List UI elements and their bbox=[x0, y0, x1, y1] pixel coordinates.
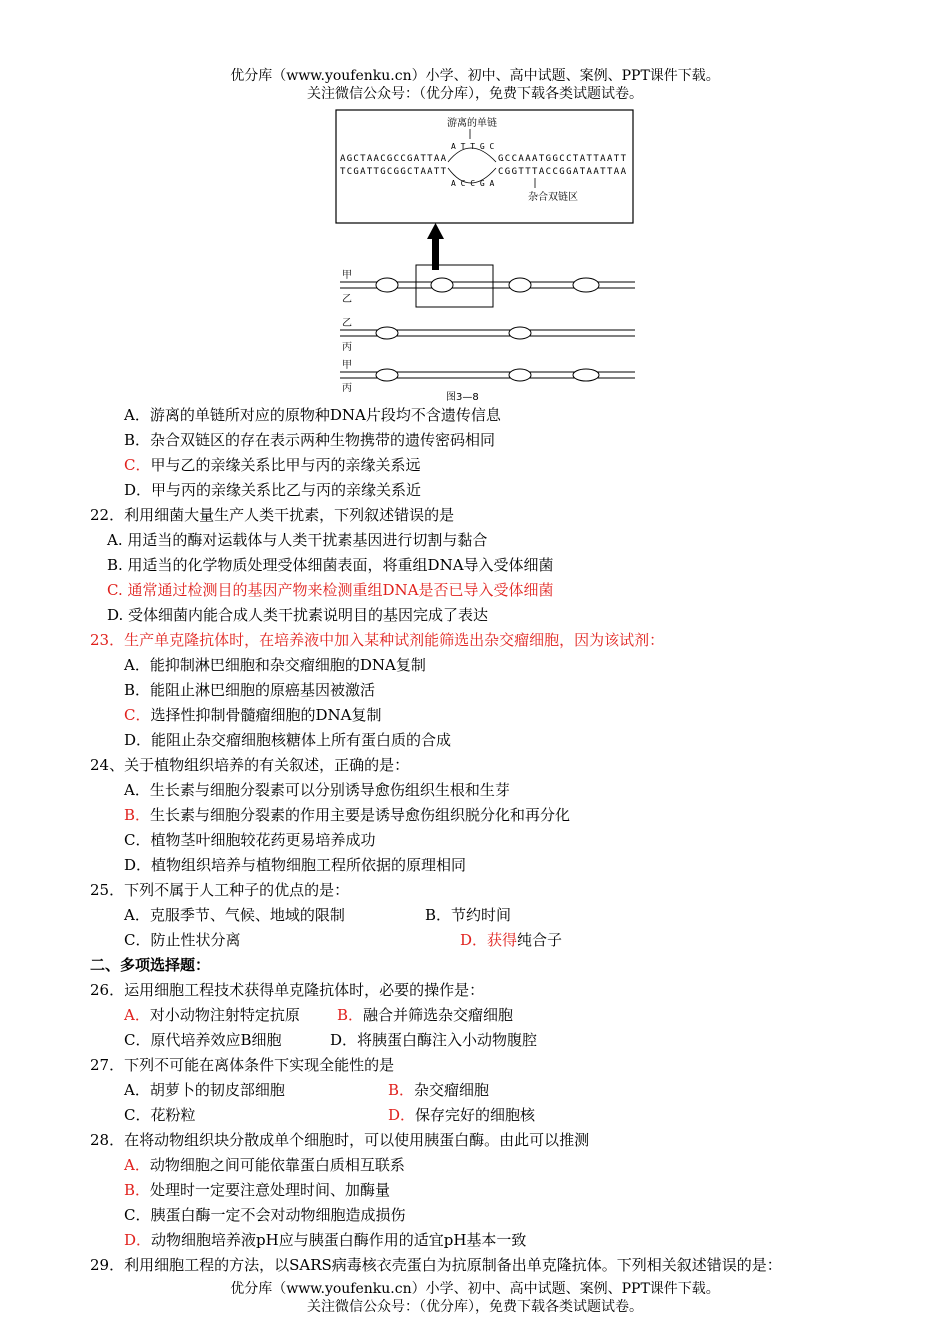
q28-option-c: C．胰蛋白酶一定不会对动物细胞造成损伤 bbox=[124, 1206, 406, 1224]
q24-option-a: A．生长素与细胞分裂素可以分别诱导愈伤组织生根和生芽 bbox=[124, 781, 510, 799]
label-hybrid: 杂合双链区 bbox=[528, 192, 578, 203]
q26-option-c: C．原代培养效应B细胞 bbox=[124, 1031, 282, 1049]
dna-hybridization-figure bbox=[330, 106, 642, 402]
q25-option-a: A．克服季节、气候、地域的限制 bbox=[124, 906, 345, 924]
top-strand-right: GCCAAATGGCCTATTAATT bbox=[498, 154, 626, 164]
q22-option-d: D. 受体细菌内能合成人类干扰素说明目的基因完成了表达 bbox=[107, 606, 489, 624]
q23-option-c: C．选择性抑制骨髓瘤细胞的DNA复制 bbox=[124, 706, 382, 724]
q28-stem: 28．在将动物组织块分散成单个细胞时，可以使用胰蛋白酶。由此可以推测 bbox=[90, 1131, 590, 1149]
q24-option-d: D．植物组织培养与植物细胞工程所依据的原理相同 bbox=[124, 856, 467, 874]
q26-option-d: D．将胰蛋白酶注入小动物腹腔 bbox=[330, 1031, 538, 1049]
bottom-strand-right: CGGTTTACCGGATAATTAA bbox=[498, 167, 626, 177]
q21-option-c: C．甲与乙的亲缘关系比甲与丙的亲缘关系远 bbox=[124, 456, 421, 474]
q23-option-d: D．能阻止杂交瘤细胞核糖体上所有蛋白质的合成 bbox=[124, 731, 452, 749]
footer-line-2: 关注微信公众号：（优分库），免费下载各类试题试卷。 bbox=[307, 1299, 643, 1315]
q27-stem: 27．下列不可能在离体条件下实现全能性的是 bbox=[90, 1056, 395, 1074]
q27-option-b: B．杂交瘤细胞 bbox=[388, 1081, 490, 1099]
q21-option-b: B．杂合双链区的存在表示两种生物携带的遗传密码相同 bbox=[124, 431, 496, 449]
q28-option-d: D．动物细胞培养液pH应与胰蛋白酶作用的适宜pH基本一致 bbox=[124, 1231, 527, 1249]
q22-option-b: B. 用适当的化学物质处理受体细菌表面，将重组DNA导入受体细菌 bbox=[107, 556, 554, 574]
section-2-heading: 二、多项选择题： bbox=[90, 956, 211, 974]
label-single-strand: 游离的单链 bbox=[447, 118, 497, 129]
pair1-bottom-label: 乙 bbox=[342, 294, 352, 305]
q25-option-c: C．防止性状分离 bbox=[124, 931, 241, 949]
top-strand-left: AGCTAACGCCGATTAA bbox=[340, 154, 446, 164]
selection-box bbox=[416, 265, 493, 307]
header-line-2: 关注微信公众号：（优分库），免费下载各类试题试卷。 bbox=[307, 86, 643, 102]
q28-option-b: B．处理时一定要注意处理时间、加酶量 bbox=[124, 1181, 391, 1199]
q27-option-a: A．胡萝卜的韧皮部细胞 bbox=[124, 1081, 285, 1099]
pair2-top-label: 乙 bbox=[342, 318, 352, 329]
q25-stem: 25．下列不属于人工种子的优点的是： bbox=[90, 881, 350, 899]
bottom-loop: A C C G A bbox=[451, 179, 495, 188]
pair1-top-label: 甲 bbox=[342, 270, 352, 281]
q23-stem: 23．生产单克隆抗体时，在培养液中加入某种试剂能筛选出杂交瘤细胞，因为该试剂： bbox=[90, 631, 665, 649]
q22-option-a: A. 用适当的酶对运载体与人类干扰素基因进行切割与黏合 bbox=[107, 531, 488, 549]
q26-stem: 26．运用细胞工程技术获得单克隆抗体时，必要的操作是： bbox=[90, 981, 485, 999]
q24-option-b: B．生长素与细胞分裂素的作用主要是诱导愈伤组织脱分化和再分化 bbox=[124, 806, 571, 824]
top-loop: A T T G C bbox=[451, 142, 495, 151]
q27-option-c: C．花粉粒 bbox=[124, 1106, 196, 1124]
q26-option-a: A．对小动物注射特定抗原 bbox=[124, 1006, 300, 1024]
footer-line-1: 优分库（www.youfenku.cn）小学、初中、高中试题、案例、PPT课件下载。 bbox=[230, 1281, 720, 1297]
arrow-head bbox=[427, 223, 444, 239]
q22-option-c: C. 通常通过检测目的基因产物来检测重组DNA是否已导入受体细菌 bbox=[107, 581, 554, 599]
q21-option-d: D．甲与丙的亲缘关系比乙与丙的亲缘关系近 bbox=[124, 481, 422, 499]
pair2-bottom-label: 丙 bbox=[342, 342, 352, 353]
q24-option-c: C．植物茎叶细胞较花药更易培养成功 bbox=[124, 831, 376, 849]
figure-caption: 图3—8 bbox=[446, 392, 479, 402]
q26-option-b: B．融合并筛选杂交瘤细胞 bbox=[337, 1006, 514, 1024]
pair3-top-label: 甲 bbox=[342, 360, 352, 371]
q25-option-d: D．获得纯合子 bbox=[460, 931, 563, 949]
q21-option-a: A．游离的单链所对应的原物种DNA片段均不含遗传信息 bbox=[124, 406, 501, 424]
q22-stem: 22．利用细菌大量生产人类干扰素，下列叙述错误的是 bbox=[90, 506, 455, 524]
pair3-bottom-label: 丙 bbox=[342, 383, 352, 394]
q24-stem: 24、关于植物组织培养的有关叙述，正确的是： bbox=[90, 756, 410, 774]
q25-option-b: B．节约时间 bbox=[425, 906, 512, 924]
q27-option-d: D．保存完好的细胞核 bbox=[388, 1106, 536, 1124]
q28-option-a: A．动物细胞之间可能依靠蛋白质相互联系 bbox=[124, 1156, 405, 1174]
q23-option-a: A．能抑制淋巴细胞和杂交瘤细胞的DNA复制 bbox=[124, 656, 426, 674]
header-line-1: 优分库（www.youfenku.cn）小学、初中、高中试题、案例、PPT课件下载。 bbox=[230, 68, 720, 84]
q23-option-b: B．能阻止淋巴细胞的原癌基因被激活 bbox=[124, 681, 376, 699]
q29-stem: 29．利用细胞工程的方法，以SARS病毒核衣壳蛋白为抗原制备出单克隆抗体。下列相关叙述错误的是： bbox=[90, 1256, 782, 1274]
bottom-strand-left: TCGATTGCGGCTAATT bbox=[340, 167, 446, 177]
